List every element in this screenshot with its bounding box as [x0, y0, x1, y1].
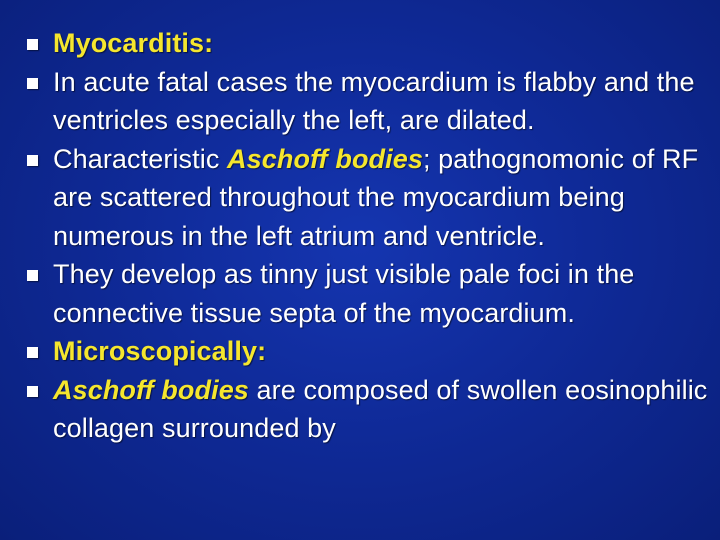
bullet-text-before: Characteristic [53, 143, 228, 174]
bullet-myocarditis-heading [25, 24, 715, 63]
bullet-acute-fatal-cases [25, 63, 715, 140]
bullet-text: They develop as tinny just visible pale foci in the connective tissue septa of the myocardium. [53, 259, 635, 328]
emphasis-term: Aschoff bodies [227, 143, 423, 174]
bullet-list [25, 24, 715, 448]
bullet-text-after: are composed of swollen eosinophilic collagen surrounded by [53, 374, 708, 443]
square-bullet-icon [27, 270, 38, 281]
emphasis-term: Aschoff bodies [53, 374, 249, 405]
square-bullet-icon [27, 78, 38, 89]
bullet-microscopically-heading [25, 332, 715, 371]
square-bullet-icon [27, 155, 38, 166]
bullet-aschoff-composition [25, 371, 715, 448]
bullet-pale-foci [25, 255, 715, 332]
square-bullet-icon [27, 386, 38, 397]
section-heading: Myocarditis: [53, 28, 214, 58]
bullet-text: In acute fatal cases the myocardium is flabby and the ventricles especially the left, are dilated. [53, 66, 695, 135]
bullet-text-after: ; pathognomonic of RF are scattered throughout the myocardium being numerous in the left atrium and ventricle. [53, 143, 699, 251]
square-bullet-icon [27, 39, 38, 50]
bullet-aschoff-bodies [25, 140, 715, 256]
square-bullet-icon [27, 347, 38, 358]
section-heading: Microscopically: [53, 336, 267, 366]
